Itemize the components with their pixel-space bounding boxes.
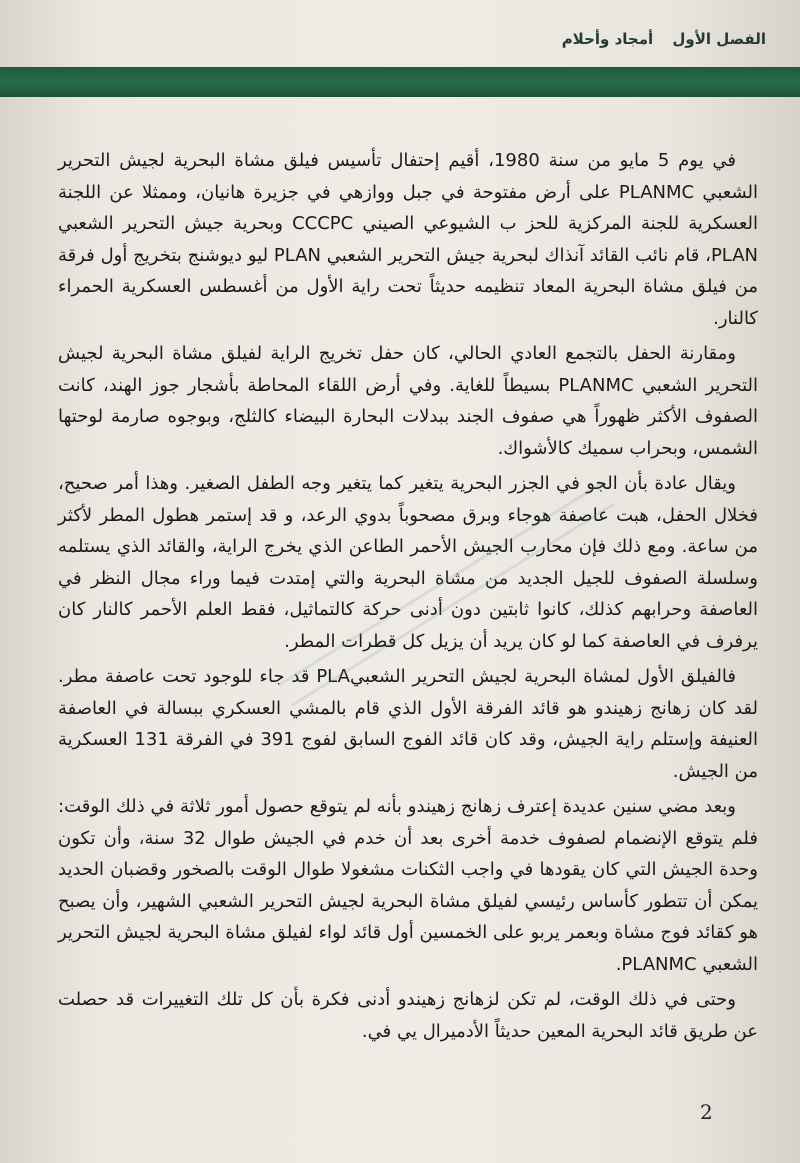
paragraph: ويقال عادة بأن الجو في الجزر البحرية يتغير كما يتغير وجه الطفل الصغير. وهذا أمر صحيح، فخلال الحفل، هبت عاصفة هوجاء وبرق مصحوباً بدوي الرعد، و قد إستمر هطول المطر لأكثر من ساعة. ومع ذلك فإن محارب الجيش الأحمر الطاعن الذي يخرج الراية، والقائد الذي يستلمه وسلسلة الصفوف للجيل الجديد من مشاة البحرية والتي إمتدت فيما وراء مجال النظر في العاصفة وحرابهم كذلك، كانوا ثابتين دون أدنى حركة كالتماثيل، فقط العلم الأحمر كالنار كان يرفرف في العاصفة كما لو كان يريد أن يزيل كل قطرات المطر. bbox=[58, 473, 758, 652]
paragraph: فالفيلق الأول لمشاة البحرية لجيش التحرير الشعبيPLA قد جاء للوجود تحت عاصفة مطر. لقد كان زهانج زهيندو هو قائد الفرقة الأول الذي قام بالمشي العسكري ببسالة في العاصفة العنيفة وإستلم راية الجيش، وقد كان قائد الفوج السابق لفوج 391 في الفرقة 131 العسكرية من الجيش. bbox=[58, 666, 758, 782]
paragraph: في يوم 5 مايو من سنة 1980، أقيم إحتفال تأسيس فيلق مشاة البحرية لجيش التحرير الشعبي PLANMC على أرض مفتوحة في جبل ووازهي في جزيرة هانيان، وممثلا عن اللجنة العسكرية للجنة المركزية للحز ب الشيوعي الصيني CCCPC وبحرية جيش التحرير الشعبي PLAN، قام نائب القائد آنذاك لبحرية جيش التحرير الشعبي PLAN ليو ديوشنج بتخريج أول فرقة من فيلق مشاة البحرية المعاد تنظيمه حديثاً تحت راية الأول من أغسطس العسكرية الحمراء كالنار. bbox=[58, 150, 759, 329]
paragraph: وحتى في ذلك الوقت، لم تكن لزهانج زهيندو أدنى فكرة بأن كل تلك التغييرات قد حصلت عن طريق قائد البحرية المعين حديثاً الأدميرال يي في. bbox=[58, 989, 758, 1042]
chapter-title: أمجاد وأحلام bbox=[561, 30, 654, 48]
page-number: 2 bbox=[700, 1100, 713, 1124]
paragraph: ومقارنة الحفل بالتجمع العادي الحالي، كان حفل تخريج الراية لفيلق مشاة البحرية لجيش التحرير الشعبي PLANMC بسيطاً للغاية. وفي أرض اللقاء المحاطة بأشجار جوز الهند، كانت الصفوف الأكثر ظهوراً هي صفوف الجند ببدلات البحارة البيضاء كالثلج، وبوجوه صارمة لوحتها الشمس، وبحراب سميك كالأشواك. bbox=[58, 343, 758, 459]
header-band bbox=[0, 67, 800, 97]
paragraph: وبعد مضي سنين عديدة إعترف زهانج زهيندو بأنه لم يتوقع حصول أمور ثلاثة في ذلك الوقت: فلم يتوقع الإنضمام لصفوف خدمة أخرى بعد أن خدم في الجيش طوال 32 سنة، وأن تكون وحدة الجيش التي كان يقودها في واجب الثكنات مشغولا طوال الوقت بالصخور وقضبان الحديد يمكن أن تتطور كأساس رئيسي لفيلق مشاة البحرية لجيش التحرير الشعبي الشهير، وأن يصبح هو كقائد فوج مشاة وبعمر يربو على الخمسين أول قائد لواء لفيلق مشاة البحرية لجيش التحرير الشعبي PLANMC. bbox=[58, 796, 758, 975]
chapter-label: الفصل الأول bbox=[672, 30, 766, 48]
running-header bbox=[34, 30, 766, 58]
body-text bbox=[58, 145, 758, 1051]
